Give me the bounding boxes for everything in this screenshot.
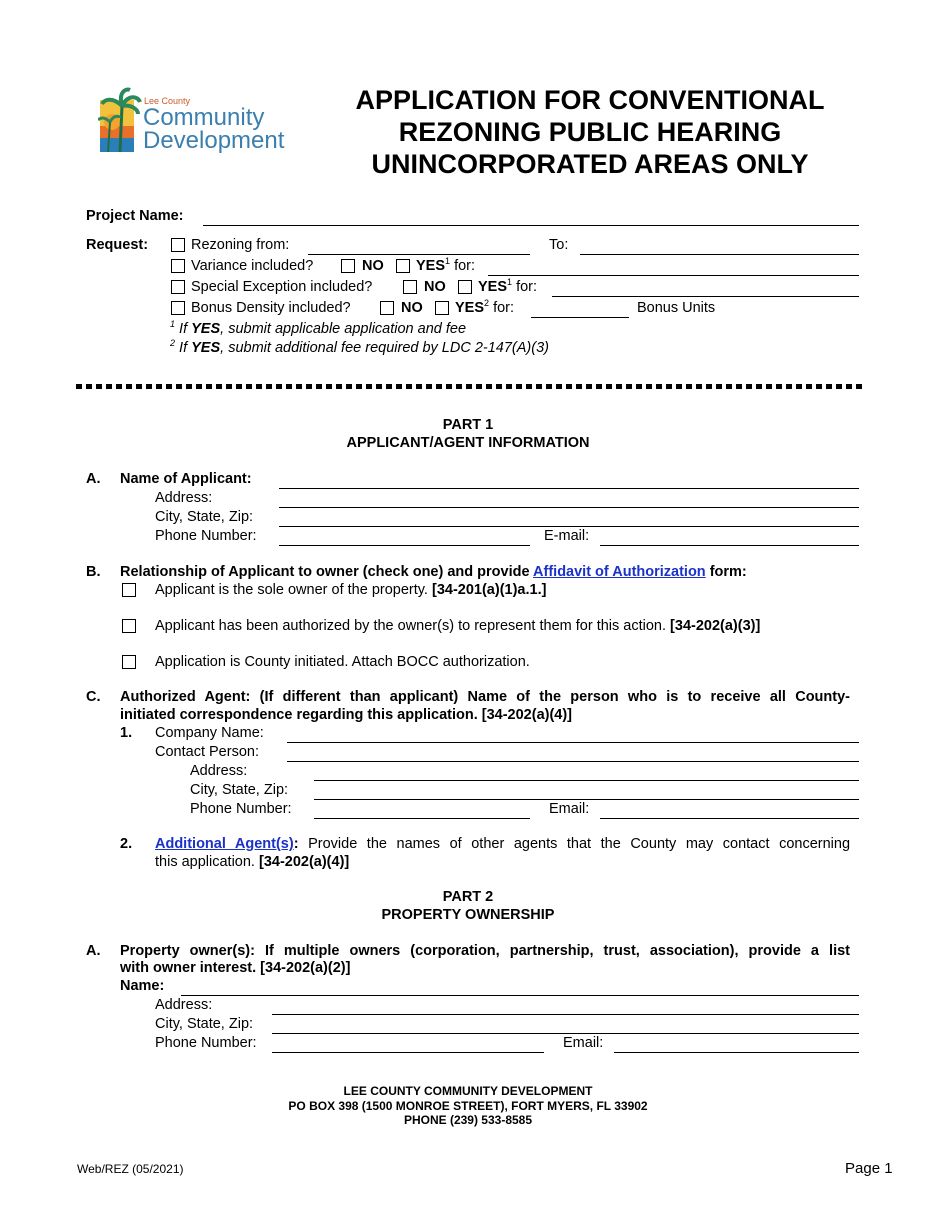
footnote-2 — [170, 340, 549, 356]
page-number: Page 1 — [845, 1160, 893, 1177]
owner-phone-field[interactable] — [272, 1052, 544, 1053]
agent-1-number: 1. — [120, 725, 133, 741]
company-name-field[interactable] — [287, 742, 859, 743]
bonus-density-footnote-ref: 2 — [484, 298, 490, 309]
additional-agents-colon: : — [293, 836, 299, 852]
additional-agents-text2: this application. — [155, 854, 255, 870]
special-exception-no-checkbox[interactable] — [403, 280, 417, 294]
rezoning-to-label: To: — [549, 237, 569, 253]
special-exception-yes-label — [478, 279, 537, 295]
bonus-density-yes-text: YES — [455, 300, 485, 316]
variance-for-text: for: — [454, 258, 476, 274]
special-exception-yes-checkbox[interactable] — [458, 280, 472, 294]
footer-phone: PHONE (239) 533-8585 — [403, 1113, 533, 1127]
applicant-address-field[interactable] — [279, 507, 859, 508]
part2-heading: PART 2 — [442, 889, 494, 905]
owner-name-field[interactable] — [181, 995, 859, 996]
bonus-density-label: Bonus Density included? — [191, 300, 351, 316]
relationship-heading — [120, 564, 747, 580]
page-title — [320, 84, 860, 180]
owner-heading-line2: with owner interest. [34-202(a)(2)] — [120, 960, 351, 976]
applicant-email-label: E-mail: — [544, 528, 590, 544]
authorized-checkbox[interactable] — [122, 619, 136, 633]
company-name-label: Company Name: — [155, 725, 264, 741]
part1-c-letter: C. — [86, 689, 101, 705]
footnote-1-post: , submit applicable application and fee — [220, 321, 467, 337]
sole-owner-text: Applicant is the sole owner of the property. — [155, 582, 428, 598]
bonus-density-yes-checkbox[interactable] — [435, 301, 449, 315]
logo-line1: Community — [143, 104, 265, 131]
project-name-field[interactable] — [203, 225, 859, 226]
form-id: Web/REZ (05/2021) — [77, 1162, 184, 1176]
logo — [98, 86, 298, 156]
variance-checkbox[interactable] — [171, 259, 185, 273]
footnote-2-yes: YES — [191, 340, 221, 356]
applicant-city-label: City, State, Zip: — [155, 509, 254, 525]
additional-agents-line2 — [155, 854, 349, 870]
bonus-density-checkbox[interactable] — [171, 301, 185, 315]
relationship-tail: form: — [709, 564, 747, 580]
title-line1: APPLICATION FOR CONVENTIONAL — [355, 85, 825, 115]
authorized-text: Applicant has been authorized by the owner(s) to represent them for this action. — [155, 618, 667, 634]
variance-no-checkbox[interactable] — [341, 259, 355, 273]
special-exception-no-label: NO — [424, 279, 446, 295]
owner-name-label: Name: — [120, 978, 165, 994]
agent-city-label: City, State, Zip: — [190, 782, 289, 798]
special-exception-checkbox[interactable] — [171, 280, 185, 294]
county-initiated-text: Application is County initiated. Attach BOCC authorization. — [155, 654, 530, 670]
additional-agents-link[interactable]: Additional Agent(s) — [155, 836, 294, 852]
additional-agents-line1 — [155, 836, 850, 852]
variance-no-label: NO — [362, 258, 384, 274]
rezoning-to-field[interactable] — [580, 254, 859, 255]
rezoning-checkbox[interactable] — [171, 238, 185, 252]
contact-person-label: Contact Person: — [155, 744, 259, 760]
agent-phone-label: Phone Number: — [190, 801, 292, 817]
agent-heading-line1: Authorized Agent: (If different than applicant) Name of the person who is to receive all County- — [120, 689, 850, 705]
palm-sunset-icon — [98, 86, 142, 156]
additional-agents-ref: [34-202(a)(4)] — [258, 854, 350, 870]
agent-phone-field[interactable] — [314, 818, 530, 819]
owner-city-label: City, State, Zip: — [155, 1016, 254, 1032]
sole-owner-ref: [34-201(a)(1)a.1.] — [432, 582, 547, 598]
affidavit-link[interactable]: Affidavit of Authorization — [533, 564, 706, 580]
title-line2: REZONING PUBLIC HEARING — [398, 117, 782, 147]
logo-org-small: Lee County — [144, 96, 191, 106]
project-name-label: Project Name: — [86, 208, 184, 224]
agent-2-number: 2. — [120, 836, 133, 852]
part1-a-letter: A. — [86, 471, 101, 487]
part1-heading: PART 1 — [442, 417, 494, 433]
footnote-2-pre: If — [179, 340, 188, 356]
special-exception-label: Special Exception included? — [191, 279, 373, 295]
footer-address: PO BOX 398 (1500 MONROE STREET), FORT MYERS, FL 33902 — [288, 1099, 648, 1113]
rezoning-from-label: Rezoning from: — [191, 237, 290, 253]
part1-b-letter: B. — [86, 564, 101, 580]
applicant-phone-label: Phone Number: — [155, 528, 257, 544]
bonus-density-no-label: NO — [401, 300, 423, 316]
variance-yes-label — [416, 258, 475, 274]
owner-phone-label: Phone Number: — [155, 1035, 257, 1051]
title-line3: UNINCORPORATED AREAS ONLY — [371, 149, 809, 179]
owner-address-label: Address: — [155, 997, 213, 1013]
footnote-2-mark: 2 — [170, 338, 176, 349]
variance-yes-text: YES — [416, 258, 446, 274]
applicant-city-field[interactable] — [279, 526, 859, 527]
part2-subheading: PROPERTY OWNERSHIP — [381, 907, 555, 923]
contact-person-field[interactable] — [287, 761, 859, 762]
agent-address-field[interactable] — [314, 780, 859, 781]
bonus-units-label: Bonus Units — [637, 300, 716, 316]
bonus-units-field[interactable] — [531, 317, 629, 318]
special-exception-footnote-ref: 1 — [507, 277, 513, 288]
variance-label: Variance included? — [191, 258, 314, 274]
variance-yes-checkbox[interactable] — [396, 259, 410, 273]
logo-line2: Development — [143, 127, 285, 154]
footnote-1-pre: If — [179, 321, 188, 337]
special-exception-for-field[interactable] — [552, 296, 859, 297]
agent-city-field[interactable] — [314, 799, 859, 800]
bonus-density-yes-label — [455, 300, 514, 316]
owner-city-field[interactable] — [272, 1033, 859, 1034]
owner-address-field[interactable] — [272, 1014, 859, 1015]
request-label: Request: — [86, 237, 149, 253]
applicant-name-label: Name of Applicant: — [120, 471, 252, 487]
owner-email-field[interactable] — [614, 1052, 859, 1053]
agent-email-field[interactable] — [600, 818, 859, 819]
variance-footnote-ref: 1 — [445, 256, 451, 267]
footer-org: LEE COUNTY COMMUNITY DEVELOPMENT — [343, 1084, 593, 1098]
footnote-1 — [170, 321, 466, 337]
bonus-density-for-text: for: — [493, 300, 515, 316]
agent-email-label: Email: — [549, 801, 590, 817]
agent-address-label: Address: — [190, 763, 248, 779]
owner-email-label: Email: — [563, 1035, 604, 1051]
section-divider — [76, 384, 862, 389]
county-initiated-checkbox[interactable] — [122, 655, 136, 669]
footnote-1-yes: YES — [191, 321, 221, 337]
agent-heading-line2: initiated correspondence regarding this application. [34-202(a)(4)] — [120, 707, 573, 723]
footnote-2-post: , submit additional fee required by LDC 2-147(A)(3) — [220, 340, 549, 356]
relationship-text: Relationship of Applicant to owner (check one) and provide — [120, 564, 530, 580]
authorized-ref: [34-202(a)(3)] — [670, 618, 761, 634]
bonus-density-no-checkbox[interactable] — [380, 301, 394, 315]
special-exception-for-text: for: — [516, 279, 538, 295]
additional-agents-text: Provide the names of other agents that the County may contact concerning — [298, 836, 851, 852]
applicant-phone-field[interactable] — [279, 545, 530, 546]
part2-a-letter: A. — [86, 943, 101, 959]
authorized-option — [155, 618, 760, 634]
special-exception-yes-text: YES — [478, 279, 508, 295]
variance-for-field[interactable] — [488, 275, 859, 276]
applicant-address-label: Address: — [155, 490, 213, 506]
sole-owner-option — [155, 582, 546, 598]
applicant-email-field[interactable] — [600, 545, 859, 546]
owner-heading-line1: Property owner(s): If multiple owners (corporation, partnership, trust, association), provide a list — [120, 943, 850, 959]
rezoning-from-field[interactable] — [308, 254, 530, 255]
part1-subheading: APPLICANT/AGENT INFORMATION — [346, 435, 590, 451]
applicant-name-field[interactable] — [279, 488, 859, 489]
sole-owner-checkbox[interactable] — [122, 583, 136, 597]
footnote-1-mark: 1 — [170, 319, 176, 330]
